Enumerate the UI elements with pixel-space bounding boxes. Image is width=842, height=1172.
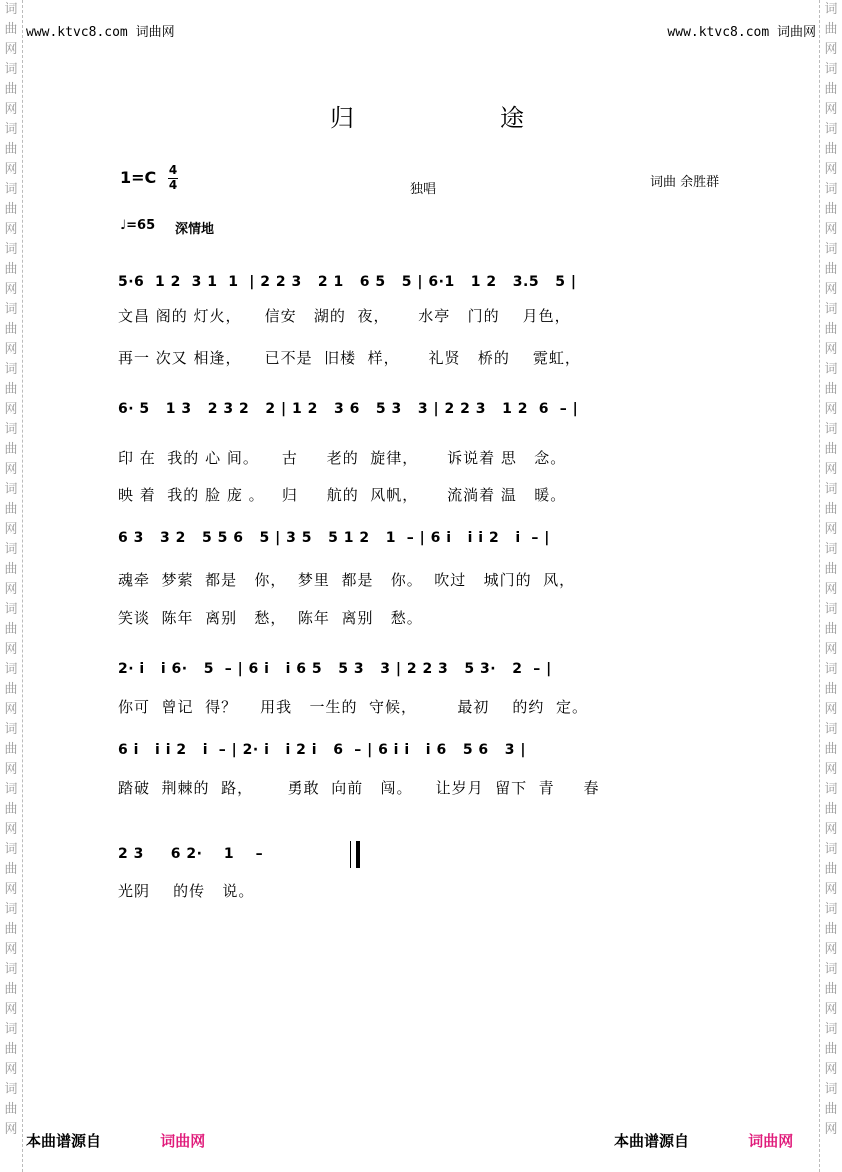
- watermark-char: 词: [824, 1022, 838, 1037]
- watermark-char: 网: [4, 102, 18, 117]
- watermark-char: 曲: [824, 22, 838, 37]
- watermark-char: 词: [824, 122, 838, 137]
- notes: 6 3 3 2 5 5 6 5 | 3 5 5 1 2 1 – | 6 i i i 2 i – |: [118, 530, 550, 546]
- watermark-char: 词: [4, 1022, 18, 1037]
- watermark-char: 曲: [4, 202, 18, 217]
- title-char-1: 归: [330, 104, 354, 132]
- watermark-char: 网: [824, 342, 838, 357]
- watermark-char: 网: [4, 222, 18, 237]
- watermark-char: 网: [4, 1122, 18, 1137]
- watermark-char: 曲: [824, 862, 838, 877]
- notation-row-3: [118, 530, 738, 564]
- watermark-char: 网: [4, 462, 18, 477]
- watermark-char: 词: [824, 782, 838, 797]
- watermark-char: 曲: [824, 622, 838, 637]
- lyric-line: 踏破 荆棘的 路， 勇敢 向前 闯。 让岁月 留下 青 春: [118, 779, 600, 797]
- watermark-char: 词: [4, 362, 18, 377]
- watermark-char: 曲: [824, 1042, 838, 1057]
- lyric-line: 魂牵 梦萦 都是 你， 梦里 都是 你。 吹过 城门的 风，: [118, 571, 576, 589]
- watermark-char: 曲: [824, 82, 838, 97]
- watermark-char: 网: [824, 222, 838, 237]
- watermark-char: 词: [4, 182, 18, 197]
- watermark-char: 曲: [4, 802, 18, 817]
- watermark-char: 曲: [824, 562, 838, 577]
- watermark-char: 网: [824, 282, 838, 297]
- watermark-char: 网: [4, 282, 18, 297]
- watermark-char: 曲: [824, 922, 838, 937]
- watermark-char: 网: [824, 582, 838, 597]
- watermark-char: 词: [824, 182, 838, 197]
- lyric-line: 再一 次又 相逢， 已不是 旧楼 样， 礼贤 桥的 霓虹，: [118, 349, 581, 367]
- watermark-char: 网: [824, 1122, 838, 1137]
- watermark-char: 词: [824, 902, 838, 917]
- watermark-char: 网: [4, 522, 18, 537]
- performance-type: 独唱: [410, 182, 437, 197]
- watermark-char: 曲: [4, 742, 18, 757]
- watermark-char: 网: [824, 402, 838, 417]
- watermark-char: 网: [824, 882, 838, 897]
- lyric-line: 映 着 我的 脸 庞 。 归 航的 风帆， 流淌着 温 暖。: [118, 486, 567, 504]
- watermark-char: 网: [4, 1062, 18, 1077]
- watermark-char: 词: [824, 602, 838, 617]
- notation-row-1: [118, 274, 738, 308]
- watermark-char: 网: [4, 822, 18, 837]
- watermark-char: 网: [4, 942, 18, 957]
- watermark-char: 词: [4, 662, 18, 677]
- watermark-char: 网: [824, 1062, 838, 1077]
- watermark-char: 曲: [4, 442, 18, 457]
- left-watermark-column: [0, 0, 23, 1172]
- watermark-char: 词: [824, 542, 838, 557]
- title-char-2: 途: [500, 104, 524, 132]
- tempo-marking: ♩=65: [120, 218, 156, 233]
- watermark-char: 词: [4, 1082, 18, 1097]
- watermark-char: 网: [4, 402, 18, 417]
- watermark-char: 曲: [4, 982, 18, 997]
- watermark-char: 网: [4, 702, 18, 717]
- final-barline: [350, 841, 360, 868]
- notes: 5·6 1 2 3 1 1 | 2 2 3 2 1 6 5 5 | 6·1 1 2 3.5 5 |: [118, 274, 577, 290]
- watermark-char: 网: [4, 642, 18, 657]
- watermark-char: 词: [4, 902, 18, 917]
- watermark-char: 词: [4, 422, 18, 437]
- watermark-char: 词: [824, 482, 838, 497]
- watermark-char: 曲: [4, 502, 18, 517]
- watermark-char: 网: [4, 1002, 18, 1017]
- watermark-char: 网: [4, 42, 18, 57]
- watermark-char: 曲: [824, 142, 838, 157]
- notation-row-6: [118, 846, 738, 880]
- footer-right: [614, 1130, 793, 1151]
- watermark-char: 曲: [4, 562, 18, 577]
- watermark-char: 曲: [824, 1102, 838, 1117]
- watermark-char: 网: [824, 522, 838, 537]
- notation-row-4: [118, 661, 738, 695]
- watermark-char: 词: [824, 422, 838, 437]
- watermark-char: 网: [4, 582, 18, 597]
- watermark-char: 曲: [824, 442, 838, 457]
- watermark-char: 词: [824, 242, 838, 257]
- watermark-char: 词: [824, 722, 838, 737]
- expression-marking: 深情地: [175, 222, 215, 237]
- watermark-char: 词: [824, 842, 838, 857]
- watermark-char: 曲: [824, 742, 838, 757]
- watermark-char: 曲: [4, 22, 18, 37]
- watermark-char: 曲: [824, 802, 838, 817]
- footer-site-link[interactable]: 词曲网: [160, 1132, 206, 1150]
- watermark-char: 词: [4, 542, 18, 557]
- notation-row-5: [118, 742, 738, 776]
- lyric-line: 光阴 的传 说。: [118, 882, 255, 900]
- watermark-char: 曲: [824, 682, 838, 697]
- watermark-char: 曲: [4, 322, 18, 337]
- time-sig-top: 4: [168, 163, 178, 177]
- watermark-char: 曲: [4, 862, 18, 877]
- watermark-char: 网: [824, 42, 838, 57]
- header-right-site[interactable]: www.ktvc8.com 词曲网: [667, 25, 816, 40]
- watermark-char: 网: [824, 462, 838, 477]
- footer-site-link[interactable]: 词曲网: [748, 1132, 794, 1150]
- notes: 6 i i i 2 i – | 2· i i 2 i 6 – | 6 i i i 6 5 6 3 |: [118, 742, 527, 758]
- time-signature: [168, 164, 178, 192]
- watermark-char: 词: [824, 1082, 838, 1097]
- watermark-char: 词: [4, 962, 18, 977]
- watermark-char: 网: [824, 642, 838, 657]
- watermark-char: 曲: [824, 262, 838, 277]
- right-watermark-column: [819, 0, 842, 1172]
- watermark-char: 网: [4, 342, 18, 357]
- watermark-char: 曲: [4, 142, 18, 157]
- watermark-char: 曲: [824, 202, 838, 217]
- footer-left: [26, 1130, 205, 1151]
- watermark-char: 词: [4, 782, 18, 797]
- watermark-char: 曲: [824, 982, 838, 997]
- watermark-char: 曲: [4, 82, 18, 97]
- watermark-char: 网: [824, 822, 838, 837]
- watermark-char: 词: [4, 62, 18, 77]
- watermark-char: 网: [824, 102, 838, 117]
- watermark-char: 曲: [4, 682, 18, 697]
- lyric-line: 文昌 阁的 灯火， 信安 湖的 夜， 水亭 门的 月色，: [118, 307, 571, 325]
- watermark-char: 曲: [824, 322, 838, 337]
- watermark-char: 曲: [4, 622, 18, 637]
- notes: 2 3 6 2· 1 –: [118, 846, 264, 862]
- credit: 词曲 余胜群: [650, 175, 720, 190]
- watermark-char: 曲: [4, 262, 18, 277]
- notes: 6· 5 1 3 2 3 2 2 | 1 2 3 6 5 3 3 | 2 2 3 1 2 6 – |: [118, 401, 579, 417]
- watermark-char: 曲: [4, 1042, 18, 1057]
- footer-prefix: 本曲谱源自: [26, 1132, 102, 1150]
- time-sig-bottom: 4: [168, 178, 178, 192]
- watermark-char: 曲: [4, 1102, 18, 1117]
- watermark-char: 网: [824, 702, 838, 717]
- watermark-char: 网: [824, 942, 838, 957]
- watermark-char: 词: [4, 722, 18, 737]
- watermark-char: 词: [4, 2, 18, 17]
- watermark-char: 网: [824, 1002, 838, 1017]
- watermark-char: 词: [824, 662, 838, 677]
- lyric-line: 笑谈 陈年 离别 愁， 陈年 离别 愁。: [118, 609, 423, 627]
- watermark-char: 词: [4, 602, 18, 617]
- watermark-char: 词: [4, 302, 18, 317]
- watermark-char: 词: [824, 2, 838, 17]
- watermark-char: 网: [4, 882, 18, 897]
- key-signature: 1=C: [120, 168, 157, 187]
- watermark-char: 网: [824, 162, 838, 177]
- lyric-line: 你可 曾记 得？ 用我 一生的 守候， 最初 的约 定。: [118, 698, 588, 716]
- notation-row-2: [118, 401, 738, 435]
- watermark-char: 词: [824, 302, 838, 317]
- header-left-site[interactable]: www.ktvc8.com 词曲网: [26, 25, 175, 40]
- watermark-char: 曲: [824, 502, 838, 517]
- watermark-char: 词: [4, 242, 18, 257]
- watermark-char: 词: [824, 362, 838, 377]
- watermark-char: 词: [4, 482, 18, 497]
- notes: 2· i i 6· 5 – | 6 i i 6 5 5 3 3 | 2 2 3 5 3· 2 – |: [118, 661, 552, 677]
- watermark-char: 词: [824, 62, 838, 77]
- watermark-char: 曲: [824, 382, 838, 397]
- watermark-char: 网: [824, 762, 838, 777]
- watermark-char: 网: [4, 162, 18, 177]
- watermark-char: 词: [4, 842, 18, 857]
- watermark-char: 词: [824, 962, 838, 977]
- watermark-char: 曲: [4, 382, 18, 397]
- watermark-char: 网: [4, 762, 18, 777]
- footer-prefix: 本曲谱源自: [614, 1132, 690, 1150]
- lyric-line: 印 在 我的 心 间。 古 老的 旋律， 诉说着 思 念。: [118, 449, 567, 467]
- watermark-char: 曲: [4, 922, 18, 937]
- watermark-char: 词: [4, 122, 18, 137]
